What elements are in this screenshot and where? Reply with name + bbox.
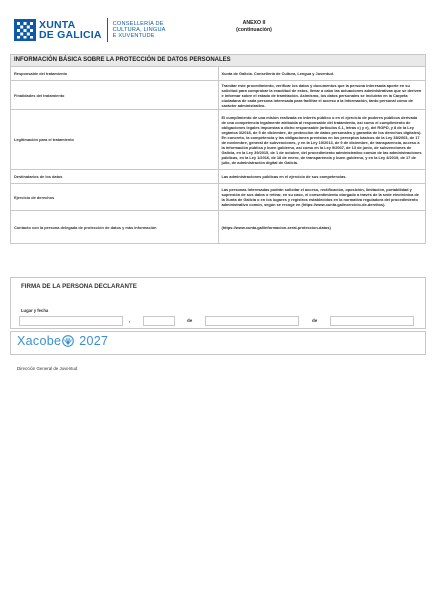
xacobeo-year: 2027 bbox=[79, 334, 109, 348]
xunta-logo bbox=[14, 18, 166, 42]
table-row bbox=[11, 170, 426, 184]
dept-line-1: CONSELLERÍA DE bbox=[112, 20, 164, 27]
day-field[interactable] bbox=[143, 316, 175, 326]
table-row bbox=[11, 211, 426, 244]
de-separator-2: de bbox=[312, 318, 318, 323]
annex-subtitle: (continuación) bbox=[236, 27, 272, 33]
table-row bbox=[11, 110, 426, 170]
xacobeo-banner bbox=[10, 331, 426, 355]
scallop-shell-icon bbox=[62, 335, 74, 347]
logo-line-2: DE GALICIA bbox=[39, 29, 102, 41]
place-date-label: Lugar y fecha bbox=[21, 308, 49, 313]
row-value: Las administraciones públicas en el ejercicio de sus competencias. bbox=[218, 170, 426, 184]
month-field[interactable] bbox=[205, 316, 299, 326]
dept-line-2: CULTURA, LINGUA bbox=[112, 26, 166, 33]
logo-line-1: XUNTA bbox=[39, 19, 76, 31]
dept-line-3: E XUVENTUDE bbox=[112, 33, 155, 40]
annex-heading bbox=[214, 20, 294, 34]
data-protection-table bbox=[10, 54, 426, 244]
signature-section bbox=[10, 277, 426, 329]
xacobeo-wordmark: Xacobe bbox=[17, 334, 62, 348]
table-row bbox=[11, 81, 426, 110]
xunta-wordmark bbox=[39, 20, 102, 40]
table-row bbox=[11, 184, 426, 211]
row-label: Responsable del tratamiento bbox=[11, 67, 219, 81]
row-label: Finalidades del tratamiento bbox=[11, 81, 219, 110]
year-field[interactable] bbox=[330, 316, 414, 326]
signature-title: FIRMA DE LA PERSONA DECLARANTE bbox=[21, 283, 137, 290]
row-label: Contacto con la persona delegada de protección de datos y más información bbox=[11, 211, 219, 244]
xunta-emblem-icon bbox=[14, 19, 36, 41]
row-value: Xunta de Galicia. Consellería de Cultura, Lengua y Juventud. bbox=[218, 67, 426, 81]
row-value: El cumplimiento de una misión realizada en interés público o en el ejercicio de poderes públicos derivada de una competencia legalmente atribuida al responsable del tratamiento, así como el cumplimiento de obligaciones legales impuestas a dicho responsable (artículos 6.1, letras c) y e), del RGPD, y 8 de la Ley orgánica 3/2018, de 5 de diciembre, de protección de datos personales y garantía de los derechos digitales). En concreto, la competencia y las obligaciones previstas en los preceptos básicos de la Ley 38/2003, de 17 de noviembre, general de subvenciones, y en la Ley 19/2013, de 9 de diciembre, de transparencia, acceso a la información pública y buen gobierno, así como en la Ley 9/2007, de 13 de junio, de subvenciones de Galicia, en la Ley 39/2015, de 1 de octubre, del procedimiento administrativo común de las administraciones públicas, en la Ley 1/2016, de 18 de enero, de transparencia y buen gobierno, y en la Ley 4/2019, de 17 de julio, de administración digital de Galicia. bbox=[218, 110, 426, 170]
comma-separator: , bbox=[129, 318, 131, 323]
table-row bbox=[11, 67, 426, 81]
contact-link[interactable]: (https://www.xunta.gal/informacion-xeral-proteccion-datos) bbox=[218, 211, 426, 244]
department-name bbox=[113, 21, 166, 40]
xacobeo-logo bbox=[17, 334, 108, 348]
de-separator-1: de bbox=[187, 318, 193, 323]
row-label: Legitimación para el tratamiento bbox=[11, 110, 219, 170]
page-header bbox=[14, 14, 426, 48]
place-field[interactable] bbox=[19, 316, 123, 326]
table-title: INFORMACIÓN BÁSICA SOBRE LA PROTECCIÓN DE DATOS PERSONALES bbox=[11, 55, 426, 67]
row-label: Destinatarios de los datos bbox=[11, 170, 219, 184]
row-label: Ejercicio de derechos bbox=[11, 184, 219, 211]
row-value: Las personas interesadas podrán solicitar el acceso, rectificación, oposición, limitación, portabilidad y supresión de sus datos o retirar, en su caso, el consentimiento otorgado a través de la sede electrónica de la Xunta de Galicia o en los lugares y registros establecidos en la normativa reguladora del procedimiento administrativo común, según se recoge en (https://www.xunta.gal/exercicio-de-dereitos). bbox=[218, 184, 426, 211]
footer-department: Dirección General de Juventud bbox=[17, 366, 78, 371]
row-value: Tramitar este procedimiento, verificar los datos y documentos que la persona interesada aporte en su solicitud para comprobar la exactitud de estos, llevar a cabo las actuaciones administrativas que se deriven e informar sobre el estado de tramitación. Asimismo, los datos personales se incluirán en la Carpeta ciudadana de cada persona interesada para facilitar el acceso a la información, tanto personal como de carácter administrativo. bbox=[218, 81, 426, 110]
logo-divider bbox=[107, 18, 108, 42]
annex-title: ANEXO II bbox=[242, 20, 266, 26]
